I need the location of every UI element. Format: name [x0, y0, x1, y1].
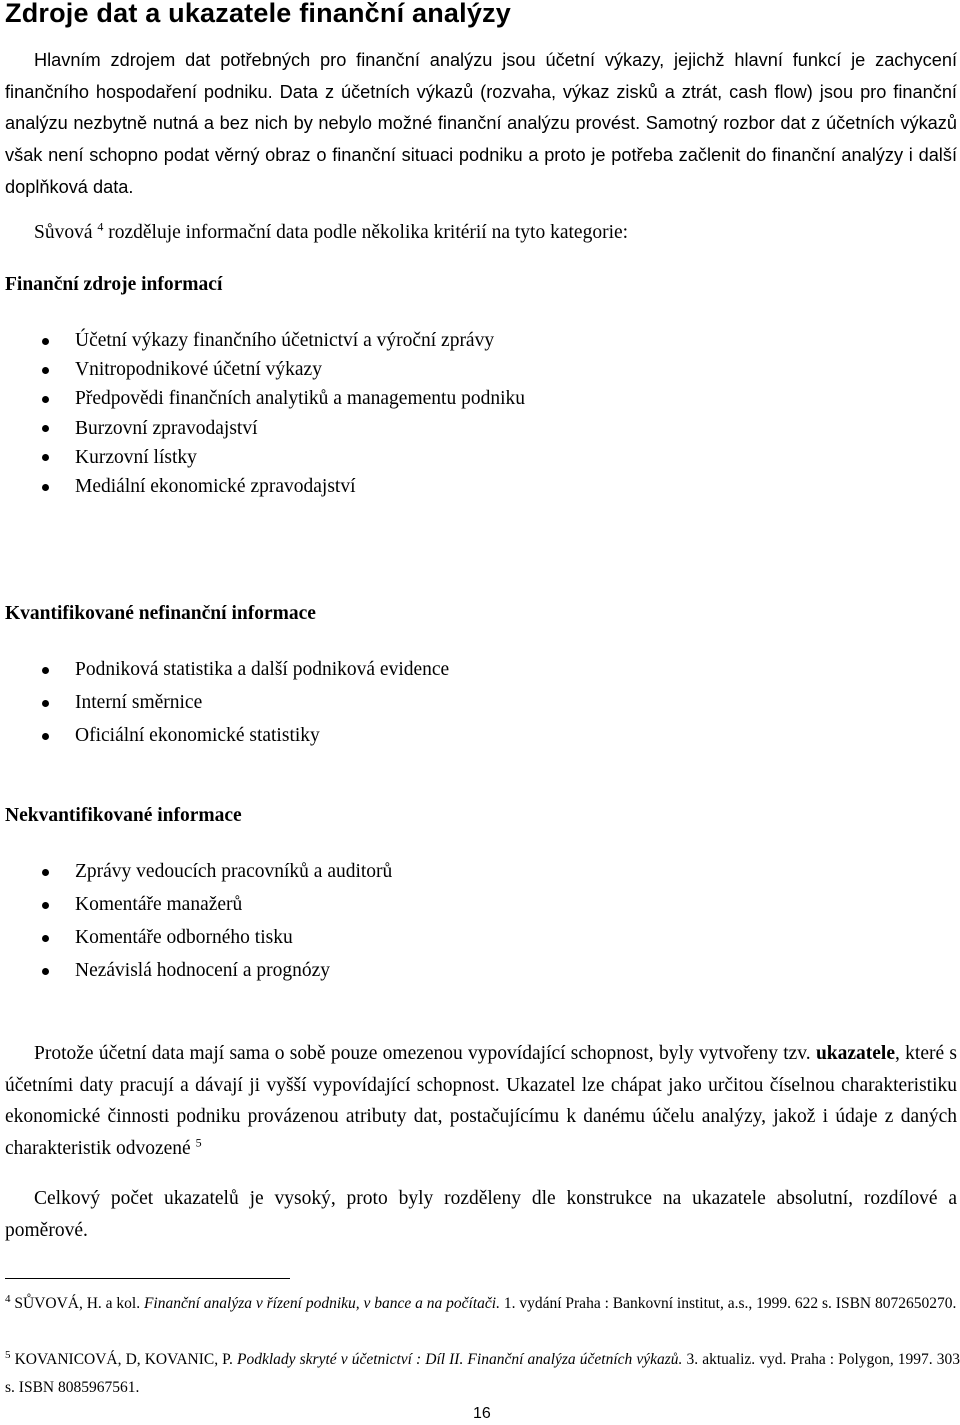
footnote-publication: 3. aktualiz. vyd. Praha : Polygon, 1997. 303 s. ISBN 8085967561.: [5, 1351, 960, 1396]
indicators-keyword: ukazatele: [815, 1043, 896, 1064]
categories-intro: [34, 219, 629, 244]
bullet-icon: [42, 935, 49, 942]
quantified-info-list: [5, 653, 449, 752]
list-item: [5, 921, 392, 954]
bullet-icon: [42, 484, 49, 491]
list-item-text: Předpovědi finančních analytiků a managementu podniku: [75, 388, 525, 410]
list-item-text: Komentáře manažerů: [75, 894, 243, 915]
page-title: Zdroje dat a ukazatele finanční analýzy: [5, 0, 511, 28]
list-item: [5, 472, 525, 501]
list-item: [5, 719, 449, 752]
bullet-icon: [42, 869, 49, 876]
list-item: [5, 443, 525, 472]
indicators-count-paragraph: Celkový počet ukazatelů je vysoký, proto byly rozděleny dle konstrukce na ukazatele absolutní, rozdílové a poměrové.: [5, 1188, 957, 1241]
list-item-text: Kurzovní lístky: [75, 446, 197, 468]
indicators-paragraph: [5, 1038, 957, 1165]
footnote-title: Podklady skryté v účetnictví : Díl II. Finanční analýza účetních výkazů.: [237, 1351, 683, 1368]
categories-intro-author: Sůvová: [34, 222, 93, 243]
indicators-text-b: , které s účetními daty pracují a dávají ji vyšší vypovídající schopnost. Ukazatel lze chápat jako určitou číselnou charakteristiku ekonomické činnosti podniku provázenou atributy dat, postačujícímu k danému účelu analýzy, jakož i údaje z daných charakteristik odvozené: [5, 1043, 957, 1160]
indicators-text-a: Protože účetní data mají sama o sobě pouze omezenou vypovídající schopnost, byly vytvořeny tzv.: [34, 1043, 816, 1064]
footnote-number: 4: [5, 1292, 11, 1305]
bullet-icon: [42, 733, 49, 740]
bullet-icon: [42, 667, 49, 674]
list-item-text: Zprávy vedoucích pracovníků a auditorů: [75, 861, 393, 882]
section-heading-financial: Finanční zdroje informací: [5, 274, 223, 295]
list-item: [5, 355, 525, 384]
bullet-icon: [42, 902, 49, 909]
list-item-text: Nezávislá hodnocení a prognózy: [75, 960, 331, 981]
footnote-ref-5: 5: [195, 1135, 202, 1150]
footnote-authors: SŮVOVÁ, H. a kol.: [10, 1295, 144, 1312]
footnote-5: [5, 1346, 960, 1401]
non-quantified-info-list: [5, 855, 392, 987]
footnote-publication: 1. vydání Praha : Bankovní institut, a.s., 1999. 622 s. ISBN 8072650270.: [499, 1295, 957, 1312]
bullet-icon: [42, 367, 49, 374]
list-item-text: Komentáře odborného tisku: [75, 927, 293, 948]
list-item: [5, 855, 392, 888]
list-item-text: Podniková statistika a další podniková evidence: [75, 659, 450, 680]
footnote-4: [5, 1290, 960, 1318]
intro-paragraph: Hlavním zdrojem dat potřebných pro finanční analýzu jsou účetní výkazy, jejichž hlavní funkcí je zachycení finančního hospodaření podniku. Data z účetních výkazů (rozvaha, výkaz zisků a ztrát, cash flow) jsou pro finanční analýzu nezbytně nutná a bez nich by nebylo možné finanční analýzu provést. Samotný rozbor dat z účetních výkazů však není schopno podat věrný obraz o finanční situaci podniku a proto je potřeba začlenit do finanční analýzy i další doplňková data.: [5, 50, 957, 197]
section-heading-quantified: Kvantifikované nefinanční informace: [5, 603, 316, 624]
footnote-authors: KOVANICOVÁ, D, KOVANIC, P.: [10, 1351, 238, 1368]
bullet-icon: [42, 425, 49, 432]
list-item-text: Interní směrnice: [75, 692, 203, 713]
section-heading-non-quantified: Nekvantifikované informace: [5, 805, 242, 826]
footnote-ref-4: 4: [97, 219, 104, 234]
bullet-icon: [42, 454, 49, 461]
bullet-icon: [42, 700, 49, 707]
list-item: [5, 414, 525, 443]
page-number: 16: [473, 1405, 491, 1422]
footnote-separator: [5, 1278, 290, 1279]
bullet-icon: [42, 338, 49, 345]
list-item: [5, 954, 392, 987]
list-item-text: Oficiální ekonomické statistiky: [75, 725, 320, 746]
financial-sources-list: [5, 326, 525, 501]
categories-intro-text: rozděluje informační data podle několika kritérií na tyto kategorie:: [103, 222, 629, 243]
bullet-icon: [42, 396, 49, 403]
footnote-number: 5: [5, 1348, 11, 1361]
list-item-text: Mediální ekonomické zpravodajství: [75, 476, 356, 498]
list-item: [5, 888, 392, 921]
list-item: [5, 686, 449, 719]
list-item-text: Burzovní zpravodajství: [75, 417, 258, 439]
bullet-icon: [42, 968, 49, 975]
list-item: [5, 653, 449, 686]
list-item: [5, 384, 525, 413]
list-item-text: Účetní výkazy finančního účetnictví a výroční zprávy: [75, 330, 495, 351]
footnote-title: Finanční analýza v řízení podniku, v bance a na počítači.: [143, 1295, 500, 1312]
list-item-text: Vnitropodnikové účetní výkazy: [75, 359, 322, 381]
list-item: [5, 326, 525, 355]
